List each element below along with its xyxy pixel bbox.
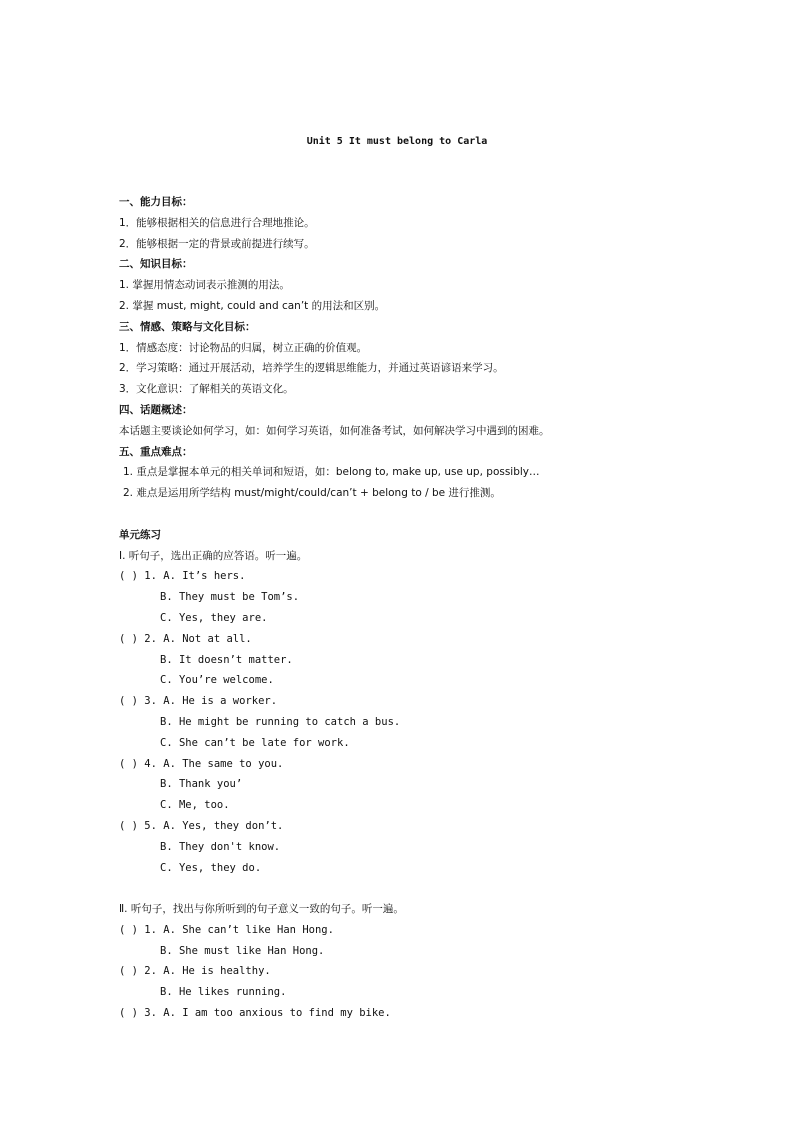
section-heading-ability: 一、能力目标： <box>119 196 193 208</box>
option-b: B. They must be Tom’s. <box>160 591 300 604</box>
option-c: C. You’re welcome. <box>160 674 274 687</box>
part1-question-1 <box>119 566 739 628</box>
part2-question-2 <box>119 961 739 1003</box>
option-b: B. Thank you’ <box>160 778 243 791</box>
part2-instruction: Ⅱ. 听句子，找出与你所听到的句子意义一致的句子。听一遍。 <box>119 903 404 916</box>
option-c: C. She can’t be late for work. <box>160 736 350 749</box>
option-b: B. He likes running. <box>160 986 287 999</box>
ability-item-1: 1．能够根据相关的信息进行合理地推论。 <box>119 216 315 229</box>
question-line: ( ) 1. A. It’s hers. <box>119 570 246 583</box>
part1-instruction: Ⅰ. 听句子，选出正确的应答语。听一遍。 <box>119 549 308 562</box>
section-heading-knowledge: 二、知识目标： <box>119 258 193 271</box>
question-line: ( ) 2. A. He is healthy. <box>119 965 271 978</box>
exercises-heading: 单元练习 <box>119 528 161 541</box>
option-c: C. Yes, they do. <box>160 861 262 874</box>
option-b: B. She must like Han Hong. <box>160 944 325 957</box>
option-c: C. Me, too. <box>160 799 230 812</box>
knowledge-item-1: 1. 掌握用情态动词表示推测的用法。 <box>119 279 290 292</box>
document-title: Unit 5 It must belong to Carla <box>306 136 488 147</box>
question-line: ( ) 3. A. He is a worker. <box>119 695 278 708</box>
topic-text: 本话题主要谈论如何学习，如：如何学习英语，如何准备考试，如何解决学习中遇到的困难。 <box>119 424 550 437</box>
ability-item-2: 2．能够根据一定的背景或前提进行续写。 <box>119 237 315 250</box>
question-line: ( ) 4. A. The same to you. <box>119 757 284 770</box>
emotion-item-2: 2．学习策略：通过开展活动，培养学生的逻辑思维能力，并通过英语谚语来学习。 <box>119 362 504 375</box>
question-line: ( ) 1. A. She can’t like Han Hong. <box>119 923 334 936</box>
part1-question-5 <box>119 816 739 878</box>
part2-question-1 <box>119 920 739 962</box>
question-line: ( ) 2. A. Not at all. <box>119 632 252 645</box>
question-line: ( ) 3. A. I am too anxious to find my bike. <box>119 1007 391 1020</box>
option-b: B. He might be running to catch a bus. <box>160 715 401 728</box>
section-heading-keypoints: 五、重点难点： <box>119 445 193 458</box>
option-c: C. Yes, they are. <box>160 611 268 624</box>
option-b: B. It doesn’t matter. <box>160 653 293 666</box>
keypoint-item-2: 2. 难点是运用所学结构 must/might/could/can’t + belong to / be 进行推测。 <box>123 487 501 500</box>
question-line: ( ) 5. A. Yes, they don’t. <box>119 819 284 832</box>
emotion-item-1: 1．情感态度：讨论物品的归属，树立正确的价值观。 <box>119 341 368 354</box>
spacer <box>119 878 739 899</box>
part1-question-4 <box>119 754 739 816</box>
section-heading-emotion: 三、情感、策略与文化目标： <box>119 320 256 333</box>
option-b: B. They don't know. <box>160 840 281 853</box>
section-heading-topic: 四、话题概述： <box>119 403 193 416</box>
part1-question-3 <box>119 691 739 753</box>
emotion-item-3: 3．文化意识：了解相关的英语文化。 <box>119 383 294 396</box>
part2-question-3 <box>119 1003 739 1024</box>
knowledge-item-2: 2. 掌握 must, might, could and can’t 的用法和区别。 <box>119 299 386 312</box>
document-body <box>119 192 739 1024</box>
keypoint-item-1: 1. 重点是掌握本单元的相关单词和短语，如：belong to, make up, use up, possibly… <box>123 466 540 479</box>
part1-question-2 <box>119 629 739 691</box>
spacer <box>119 504 739 525</box>
